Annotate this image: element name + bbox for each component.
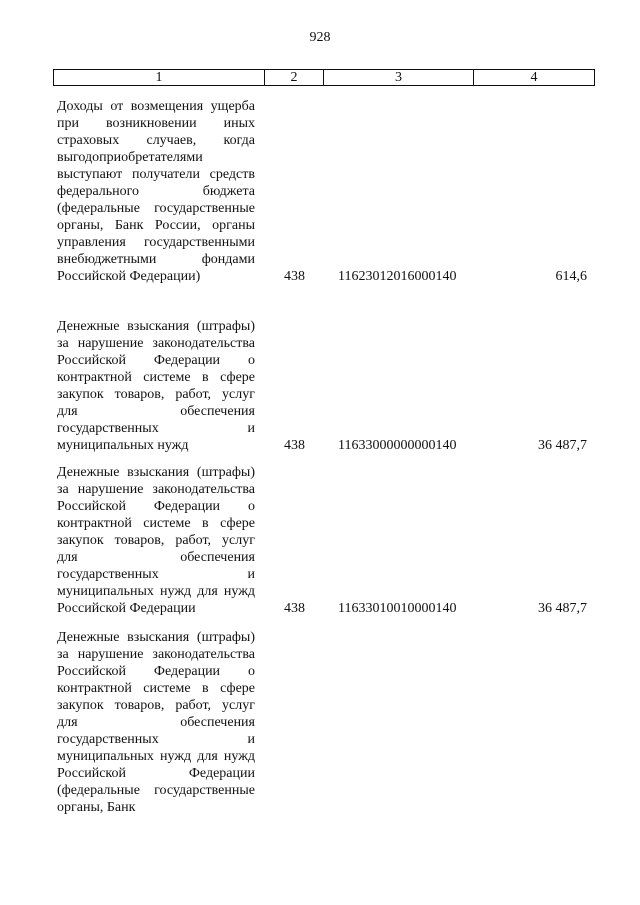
table-row — [57, 629, 591, 816]
row-admin-code: 438 — [284, 269, 305, 284]
row-description: Денежные взыскания (штрафы) за нарушение законодательства Российской Федерации о контрактной системе в сфере закупок товаров, работ, услуг для обеспечения государственных и муниципальных нужд для нужд Российской Федерации — [57, 465, 255, 616]
row-description: Денежные взыскания (штрафы) за нарушение законодательства Российской Федерации о контрактной системе в сфере закупок товаров, работ, услуг для обеспечения государственных и муниципальных нужд для нужд Российской Федерации (федеральные государственные органы, Банк — [57, 630, 255, 815]
row-description: Денежные взыскания (штрафы) за нарушение законодательства Российской Федерации о контрактной системе в сфере закупок товаров, работ, услуг для обеспечения государственных и муниципальных нужд — [57, 319, 255, 453]
row-kbk-code: 11623012016000140 — [338, 269, 457, 284]
page-number: 928 — [309, 30, 331, 45]
column-header-1: 1 — [155, 70, 163, 85]
column-header-3: 3 — [323, 70, 473, 85]
table-row — [57, 318, 591, 454]
row-admin-code: 438 — [284, 438, 305, 453]
row-kbk-code: 11633010010000140 — [338, 601, 457, 616]
row-kbk-code: 11633000000000140 — [338, 438, 457, 453]
table-row — [57, 464, 591, 617]
table-column-header — [53, 69, 595, 86]
row-amount: 36 487,7 — [538, 438, 587, 453]
table-row — [57, 98, 591, 285]
row-amount: 614,6 — [555, 269, 587, 284]
column-header-2: 2 — [264, 70, 323, 85]
row-amount: 36 487,7 — [538, 601, 587, 616]
row-admin-code: 438 — [284, 601, 305, 616]
column-header-4: 4 — [473, 70, 594, 85]
row-description: Доходы от возмещения ущерба при возникновении иных страховых случаев, когда выгодоприобретателями выступают получатели средств федерального бюджета (федеральные государственные органы, Банк России, органы управления государственными внебюджетными фондами Российской Федерации) — [57, 99, 255, 284]
